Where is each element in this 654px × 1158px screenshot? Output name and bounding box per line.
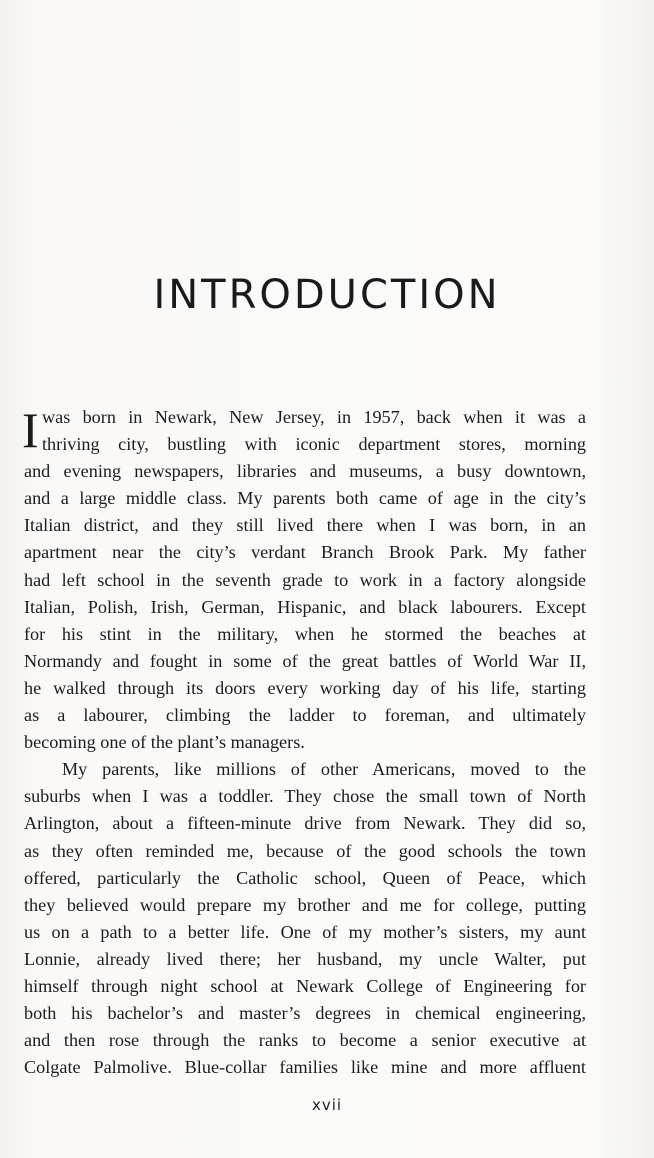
drop-cap: I (22, 402, 39, 458)
text-line: offered, particularly the Catholic school, Queen of Peace, which (24, 867, 586, 888)
text-line: us on a path to a better life. One of my mother’s sisters, my aunt (24, 921, 586, 942)
text-line: and evening newspapers, libraries and museums, a busy downtown, (24, 461, 586, 482)
text-line: both his bachelor’s and master’s degrees in chemical engineering, (24, 1003, 586, 1024)
text-line: himself through night school at Newark College of Engineering for (24, 975, 586, 996)
text-line: as they often reminded me, because of the good schools the town (24, 840, 586, 861)
text-line: had left school in the seventh grade to work in a factory alongside (24, 569, 586, 590)
text-line: My parents, like millions of other Americans, moved to the (62, 759, 586, 780)
text-line: becoming one of the plant’s managers. (24, 732, 305, 753)
text-line: was born in Newark, New Jersey, in 1957, back when it was a (42, 407, 586, 427)
text-line: as a labourer, climbing the ladder to foreman, and ultimately (24, 705, 586, 726)
text-line: and then rose through the ranks to become a senior executive at (24, 1030, 586, 1051)
text-line: suburbs when I was a toddler. They chose the small town of North (24, 786, 586, 807)
text-line: Italian, Polish, Irish, German, Hispanic, and black labourers. Except (24, 596, 586, 617)
text-line: thriving city, bustling with iconic department stores, morning (42, 434, 586, 455)
text-line: Lonnie, already lived there; her husband, my uncle Walter, put (24, 948, 586, 969)
paragraph-2 (24, 756, 586, 1081)
paragraph-1 (24, 404, 586, 756)
text-line: he walked through its doors every working day of his life, starting (24, 677, 586, 698)
body-text (24, 404, 586, 1081)
text-line: Italian district, and they still lived there when I was born, in an (24, 515, 586, 536)
chapter-title: INTRODUCTION (153, 272, 501, 318)
text-line: they believed would prepare my brother and me for college, putting (24, 894, 586, 915)
text-line: for his stint in the military, when he stormed the beaches at (24, 623, 586, 644)
text-line: Normandy and fought in some of the great battles of World War II, (24, 650, 586, 671)
text-line: Colgate Palmolive. Blue-collar families like mine and more affluent (24, 1057, 586, 1078)
text-line: Arlington, about a fifteen-minute drive from Newark. They did so, (24, 813, 586, 834)
page-number: xvii (311, 1096, 343, 1114)
text-line: and a large middle class. My parents both came of age in the city’s (24, 488, 586, 509)
text-line: apartment near the city’s verdant Branch Brook Park. My father (24, 542, 586, 563)
